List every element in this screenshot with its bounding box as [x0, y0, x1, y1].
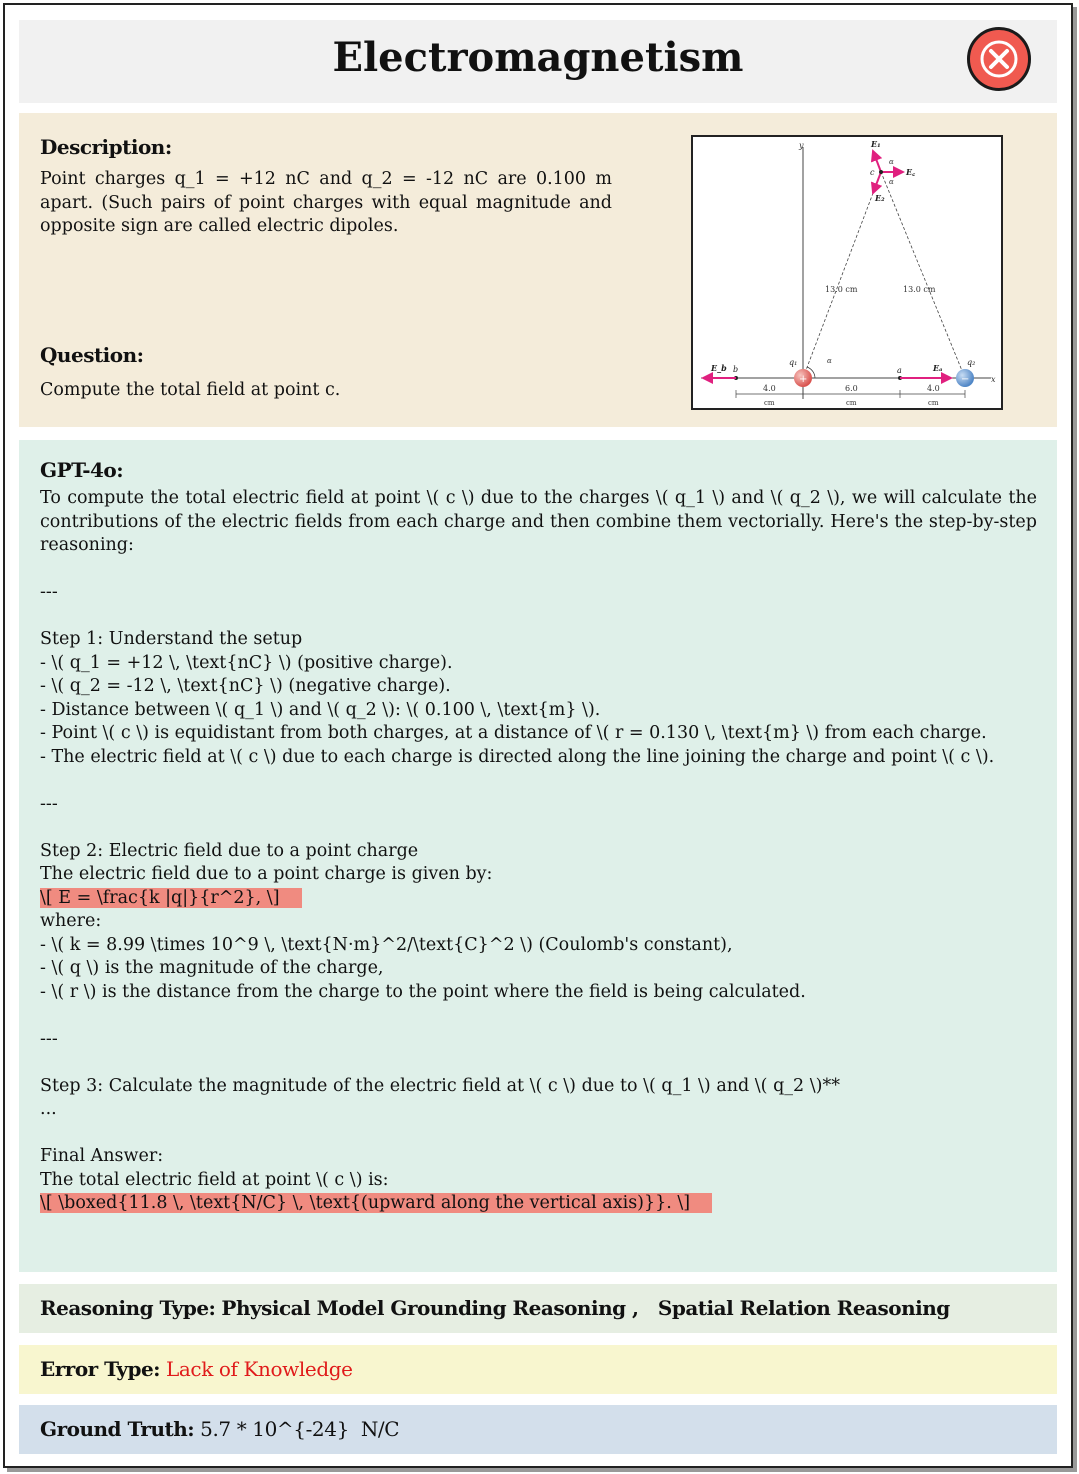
dashed-line-q1-c — [803, 172, 881, 378]
response-line: - \( q_1 = +12 \, \text{nC} \) (positive charge). — [40, 652, 453, 673]
response-line: Step 3: Calculate the magnitude of the electric field at \( c \) due to \( q_1 \) and \( q_2 \)** — [40, 1075, 840, 1096]
response-line: - \( r \) is the distance from the charge to the point where the field is being calculated. — [40, 981, 806, 1002]
segment-2-value: 6.0 — [845, 384, 858, 393]
distance-right-label: 13.0 cm — [903, 285, 936, 294]
segment-3-unit: cm — [928, 399, 939, 407]
page-title: Electromagnetism — [332, 34, 744, 81]
response-body — [40, 487, 1043, 1216]
title-bar — [19, 20, 1057, 103]
response-line: - Distance between \( q_1 \) and \( q_2 \): \( 0.100 \, \text{m} \). — [40, 699, 601, 720]
close-button[interactable] — [967, 27, 1031, 91]
response-line: Step 1: Understand the setup — [40, 629, 303, 649]
response-line: Final Answer: — [40, 1146, 164, 1166]
response-line — [40, 1004, 1037, 1028]
error-type-label: Error Type: — [40, 1357, 161, 1381]
response-line — [40, 816, 1037, 840]
response-line — [40, 605, 1037, 629]
response-line — [40, 1122, 1037, 1146]
label-e2: E₂ — [875, 193, 885, 203]
label-alpha-top-2: α — [889, 178, 894, 186]
response-line: ... — [40, 1099, 57, 1119]
response-line: Step 2: Electric field due to a point charge — [40, 840, 419, 861]
segment-3-value: 4.0 — [927, 384, 940, 393]
response-line: - \( q_2 = -12 \, \text{nC} \) (negative charge). — [40, 676, 451, 696]
highlighted-formula: \[ E = \frac{k |q|}{r^2}, \] — [40, 888, 302, 908]
response-line — [40, 558, 1037, 582]
response-line: --- — [40, 582, 58, 602]
label-q1: q₁ — [789, 358, 798, 367]
reasoning-type-label: Reasoning Type: — [40, 1296, 216, 1320]
ground-truth-bar — [19, 1405, 1057, 1454]
description-text: Point charges q_1 = +12 nC and q_2 = -12 nC are 0.100 m apart. (Such pairs of point charges with equal magnitude and opposite sign are called electric dipoles. — [40, 169, 612, 236]
label-q2: q₂ — [967, 358, 976, 367]
label-c: c — [870, 168, 875, 177]
response-line: --- — [40, 793, 58, 814]
x-axis-label: x — [991, 375, 996, 384]
description-heading: Description: — [40, 135, 172, 159]
point-c — [879, 170, 883, 174]
label-e1: E₁ — [871, 139, 881, 149]
response-line: - The electric field at \( c \) due to each charge is directed along the line joining the charge and point \( c \). — [40, 746, 995, 767]
ground-truth-value: 5.7 * 10^{-24} N/C — [200, 1417, 400, 1441]
response-line: - Point \( c \) is equidistant from both charges, at a distance of \( r = 0.130 \, \text{m} \) from each charge. — [40, 723, 987, 743]
label-ea: Eₐ — [933, 363, 943, 373]
dipole-figure — [691, 135, 1003, 410]
response-line: - \( k = 8.99 \times 10^9 \, \text{N·m}^2/\text{C}^2 \) (Coulomb's constant), — [40, 934, 733, 955]
response-line: --- — [40, 1028, 58, 1049]
question-heading: Question: — [40, 343, 144, 367]
card-frame — [3, 3, 1073, 1468]
description-panel — [19, 113, 1057, 427]
ground-truth-label: Ground Truth: — [40, 1417, 195, 1441]
highlighted-final-answer: \[ \boxed{11.8 \, \text{N/C} \, \text{(upward along the vertical axis)}}. \] — [40, 1193, 712, 1213]
question-text: Compute the total field at point c. — [40, 380, 341, 400]
distance-left-label: 13.0 cm — [825, 285, 858, 294]
segment-1-value: 4.0 — [763, 384, 776, 393]
dashed-line-q2-c — [881, 172, 965, 378]
error-type-value: Lack of Knowledge — [166, 1357, 353, 1381]
error-type-bar — [19, 1345, 1057, 1394]
response-heading: GPT-4o: — [40, 458, 124, 482]
label-eb: E_b — [711, 363, 727, 373]
response-line: The total electric field at point \( c \) is: — [40, 1169, 389, 1190]
segment-1-unit: cm — [764, 399, 775, 407]
reasoning-type-value: Physical Model Grounding Reasoning , Spatial Relation Reasoning — [221, 1296, 950, 1320]
reasoning-type-bar — [19, 1284, 1057, 1333]
response-panel — [19, 440, 1057, 1272]
response-line: - \( q \) is the magnitude of the charge, — [40, 958, 384, 978]
close-icon — [979, 39, 1019, 79]
segment-2-unit: cm — [846, 399, 857, 407]
label-alpha-top-1: α — [889, 158, 894, 166]
charge-q1-sign: + — [799, 374, 808, 385]
label-alpha-q1: α — [827, 357, 832, 365]
y-axis-label: y — [799, 141, 804, 150]
response-line — [40, 769, 1037, 793]
label-a: a — [897, 366, 902, 375]
response-line: where: — [40, 911, 102, 931]
response-line: To compute the total electric field at point \( c \) due to the charges \( q_1 \) and \( q_2 \), we will calculate the contributions of the electric fields from each charge and then combine them vectorially. Here's the step-by-step reasoning: — [40, 488, 1043, 555]
response-line: The electric field due to a point charge is given by: — [40, 864, 493, 884]
label-b: b — [733, 365, 739, 374]
response-line — [40, 1051, 1037, 1075]
charge-q2-sign: − — [961, 374, 970, 385]
label-ec: E꜀ — [906, 167, 915, 177]
